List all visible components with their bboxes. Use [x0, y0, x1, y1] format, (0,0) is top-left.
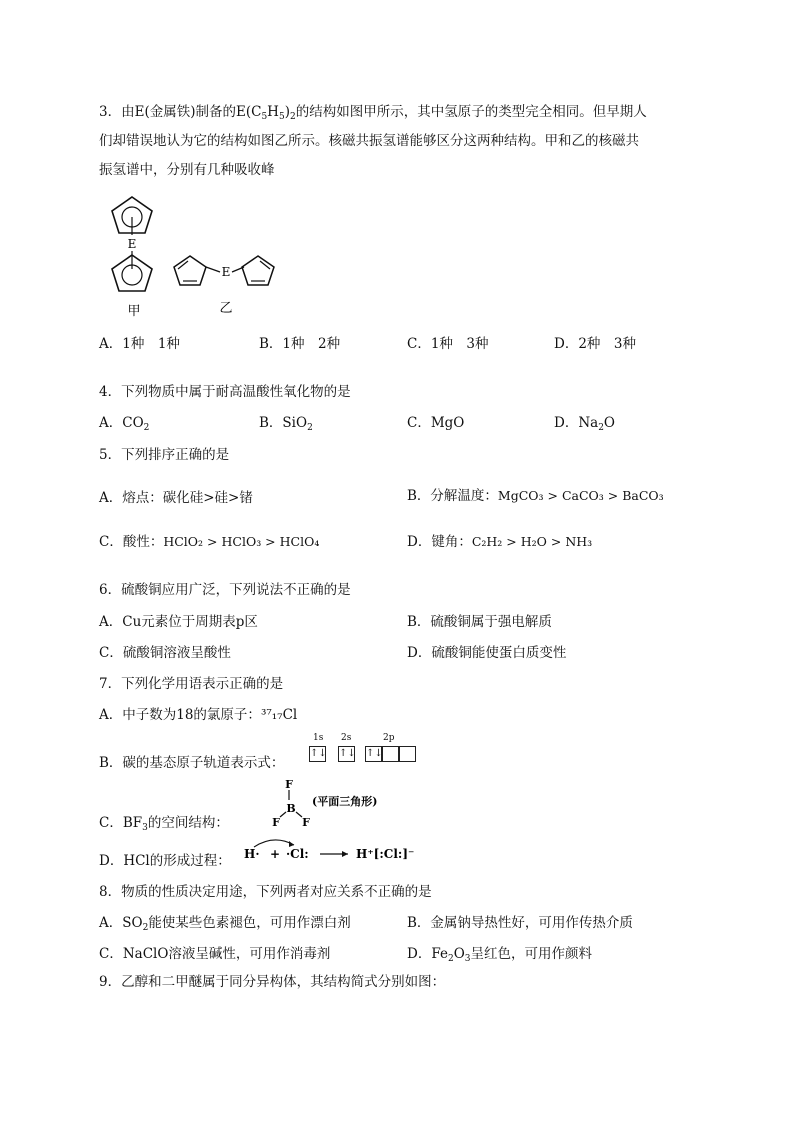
q6-stem: 6．硫酸铜应用广泛，下列说法不正确的是 — [99, 582, 351, 598]
orbital-box-2s: ↑↓ — [338, 746, 355, 762]
fluorine-top: F — [285, 778, 293, 791]
q6-option-a[interactable]: A．Cu元素位于周期表p区 — [99, 614, 258, 630]
orbital-box-2p-1: ↑↓ — [365, 746, 382, 762]
hcl-formation-diagram — [240, 834, 420, 864]
fluorine-right: F — [302, 816, 310, 826]
q6-option-d[interactable]: D．硫酸铜能使蛋白质变性 — [407, 645, 567, 661]
orbital-1s-label: 1s — [313, 733, 324, 743]
q7-option-b[interactable]: B．碳的基态原子轨道表示式： — [99, 755, 285, 771]
hydrogen-atom: H· — [244, 847, 260, 861]
bf3-structure — [262, 776, 412, 826]
q3-option-b[interactable]: B．1种 2种 — [259, 336, 341, 352]
q5-stem: 5．下列排序正确的是 — [99, 447, 230, 463]
q8-option-a[interactable]: A．$SO_2$能使某些色素褪色，可用作漂白剂 — [99, 915, 351, 933]
q8-option-b[interactable]: B．金属钠导热性好，可用作传热介质 — [407, 915, 633, 931]
q9-stem: 9．乙醇和二甲醚属于同分异构体，其结构简式分别如图： — [99, 974, 446, 990]
q7-option-c[interactable]: C．$BF_3$的空间结构： — [99, 815, 229, 833]
q8-option-c[interactable]: C．NaClO溶液呈碱性，可用作消毒剂 — [99, 946, 331, 962]
q4-stem: 4．下列物质中属于耐高温酸性氧化物的是 — [99, 384, 351, 400]
orbital-2s-label: 2s — [341, 733, 352, 743]
q5-option-c[interactable]: C．酸性：HClO₂ > HClO₃ > HClO₄ — [99, 534, 320, 550]
q3-stem-line-3: 振氢谱中，分别有几种吸收峰 — [99, 162, 275, 178]
figure-yi-label: 乙 — [219, 301, 233, 316]
fluorine-left: F — [272, 816, 280, 826]
q6-option-b[interactable]: B．硫酸铜属于强电解质 — [407, 614, 552, 630]
q7-stem: 7．下列化学用语表示正确的是 — [99, 676, 284, 692]
structure-yi — [170, 250, 280, 320]
q5-option-d[interactable]: D．键角：C₂H₂ > H₂O > NH₃ — [407, 534, 593, 550]
ferrocene-structure-jia — [100, 193, 180, 319]
q4-option-a[interactable]: A．$CO_2$ — [99, 415, 150, 433]
e-label: E — [127, 237, 137, 251]
q3-stem-line-2: 们却错误地认为它的结构如图乙所示。核磁共振氢谱能够区分这两种结构。甲和乙的核磁共 — [99, 133, 639, 149]
q3-option-d[interactable]: D．2种 3种 — [554, 336, 637, 352]
hcl-product: H⁺[:Cl:]⁻ — [356, 847, 415, 861]
q4-option-b[interactable]: B．SiO$_2$ — [259, 415, 313, 433]
orbital-box-1s: ↑↓ — [309, 746, 326, 762]
q6-option-c[interactable]: C．硫酸铜溶液呈酸性 — [99, 645, 231, 661]
plus-sign: + — [270, 847, 281, 861]
orbital-box-2p-2 — [382, 746, 399, 762]
q5-option-b[interactable]: B．分解温度：MgCO₃ > CaCO₃ > BaCO₃ — [407, 488, 664, 504]
boron-center: B — [286, 802, 296, 815]
chlorine-isotope-symbol: ³⁷₁₇Cl — [260, 707, 298, 723]
q8-stem: 8．物质的性质决定用途，下列两者对应关系不正确的是 — [99, 884, 432, 900]
orbital-2p-label: 2p — [383, 733, 395, 743]
q4-option-c[interactable]: C．MgO — [407, 415, 465, 431]
q3-stem-line-1: 3．由E(金属铁)制备的$E(C_5H_5)_2$的结构如图甲所示，其中氢原子的类型完全相同。但早期人 — [99, 104, 647, 122]
q3-option-a[interactable]: A．1种 1种 — [99, 336, 180, 352]
q8-option-d[interactable]: D．$Fe_2O_3$呈红色，可用作颜料 — [407, 946, 592, 964]
q5-option-a[interactable]: A．熔点：碳化硅>硅>锗 — [99, 490, 253, 506]
chlorine-atom: ·Cl: — [286, 847, 309, 861]
q3-option-c[interactable]: C．1种 3种 — [407, 336, 489, 352]
figure-jia-label: 甲 — [127, 304, 141, 319]
e-label-yi: E — [221, 265, 231, 279]
orbital-box-2p-3 — [399, 746, 416, 762]
q4-option-d[interactable]: D．$Na_2O$ — [554, 415, 615, 433]
q7-option-a[interactable]: A．中子数为18的氯原子：³⁷₁₇Cl — [99, 707, 298, 723]
q7-option-d[interactable]: D．HCl的形成过程： — [99, 853, 231, 869]
bf3-shape-note: (平面三角形) — [312, 795, 378, 808]
